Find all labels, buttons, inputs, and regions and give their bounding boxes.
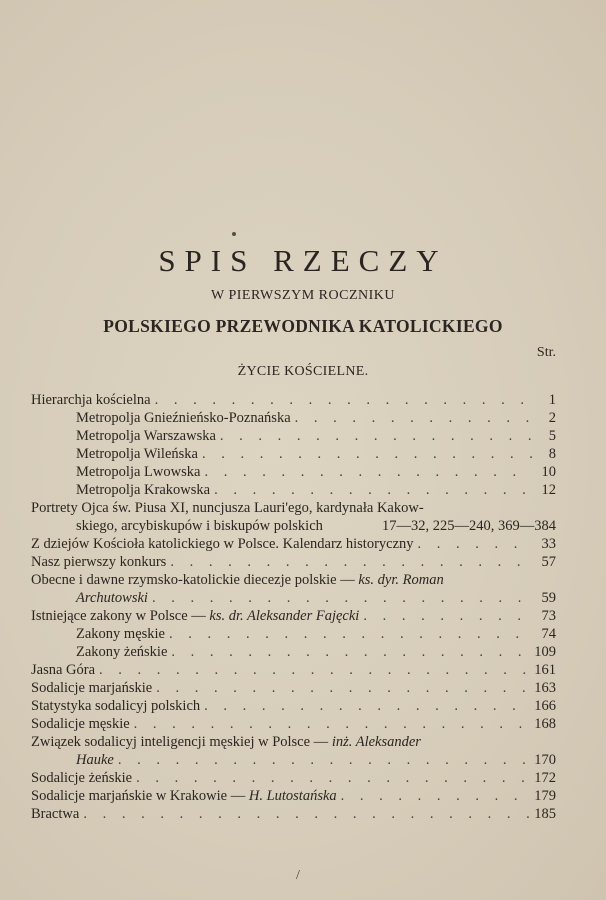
entry-author: H. Lutostańska: [248, 788, 337, 804]
entry-page: 161: [534, 662, 556, 678]
entry-title: skiego, arcybiskupów i biskupów polskich: [76, 518, 323, 534]
dot-leader: [202, 445, 532, 463]
entry-title: Sodalicje marjańskie: [31, 680, 153, 696]
entry-page: 168: [534, 716, 556, 732]
entry-page: 179: [534, 788, 556, 804]
entry-page: 8: [548, 446, 556, 462]
entry-page: 172: [534, 770, 556, 786]
toc-entry: [31, 553, 556, 571]
publication-title: POLSKIEGO PRZEWODNIKA KATOLICKIEGO: [103, 316, 503, 336]
dot-leader: [204, 697, 530, 715]
entry-title: Metropolja Gnieźnieńsko-Poznańska: [76, 410, 291, 426]
entry-title: Istniejące zakony w Polsce —: [31, 608, 206, 624]
dot-leader: [171, 643, 530, 661]
entry-page: 57: [541, 554, 556, 570]
toc-entry: [31, 571, 556, 589]
dot-leader: [99, 661, 530, 679]
toc-entry-continued: [31, 589, 556, 607]
toc-entry: [31, 715, 556, 733]
toc-entry: [31, 499, 556, 517]
toc-entry: [31, 445, 556, 463]
dot-leader: [118, 751, 530, 769]
dot-leader: [204, 463, 532, 481]
dot-leader: [170, 553, 532, 571]
dot-leader: [418, 535, 532, 553]
page-column-label: Str.: [536, 345, 556, 360]
toc-entry: [31, 409, 556, 427]
entry-page: 73: [541, 608, 556, 624]
entry-title: Związek sodalicyj inteligencji męskiej w Polsce —: [31, 734, 329, 750]
entry-title: Nasz pierwszy konkurs: [31, 554, 167, 570]
toc-entry: [31, 625, 556, 643]
entry-author: Archutowski: [76, 590, 148, 606]
toc-entry: [31, 661, 556, 679]
entry-author: inż. Aleksander: [331, 734, 421, 750]
entry-title: Statystyka sodalicyj polskich: [31, 698, 201, 714]
entry-page: 10: [541, 464, 556, 480]
dot-leader: [169, 625, 532, 643]
entry-title: Bractwa: [31, 806, 80, 822]
entry-author: ks. dr. Aleksander Fajęcki: [209, 608, 360, 624]
entry-author: ks. dyr. Roman: [358, 572, 444, 588]
entry-title: Z dziejów Kościoła katolickiego w Polsce. Kalendarz historyczny: [31, 536, 414, 552]
page-title: SPIS RZECZY: [158, 243, 448, 278]
entry-author: Hauke: [76, 752, 114, 768]
entry-page: 1: [548, 392, 556, 408]
entry-title: Zakony żeńskie: [76, 644, 168, 660]
subtitle: W PIERWSZYM ROCZNIKU: [211, 288, 395, 303]
dot-leader: [156, 679, 530, 697]
toc-entry: [31, 805, 556, 823]
entry-page: 33: [541, 536, 556, 552]
entry-page: 12: [541, 482, 556, 498]
dot-leader: [83, 805, 530, 823]
toc-entry-continued: [31, 517, 556, 535]
toc-entry: [31, 697, 556, 715]
entry-page: 170: [534, 752, 556, 768]
entry-title: Zakony męskie: [76, 626, 165, 642]
entry-page: 74: [541, 626, 556, 642]
dot-leader: [220, 427, 532, 445]
entry-page: 17—32, 225—240, 369—384: [382, 518, 556, 534]
folio-mark: /: [296, 868, 300, 883]
toc-entry: [31, 427, 556, 445]
entry-title: Sodalicje marjańskie w Krakowie —: [31, 788, 246, 804]
toc-entry: [31, 481, 556, 499]
toc-entry-continued: [31, 751, 556, 769]
entry-page: 109: [534, 644, 556, 660]
entry-page: 5: [548, 428, 556, 444]
entry-page: 166: [534, 698, 556, 714]
toc-entry: [31, 643, 556, 661]
toc-entry: [31, 607, 556, 625]
entry-title: Sodalicje męskie: [31, 716, 130, 732]
toc-entry: [31, 787, 556, 805]
toc-entry: [31, 463, 556, 481]
dot-leader: [214, 481, 532, 499]
entry-title: Jasna Góra: [31, 662, 96, 678]
toc-entry: [31, 391, 556, 409]
entry-page: 2: [548, 410, 556, 426]
dot-leader: [341, 787, 531, 805]
dot-leader: [152, 589, 532, 607]
toc-entry: [31, 733, 556, 751]
entry-page: 59: [541, 590, 556, 606]
dot-leader: [295, 409, 532, 427]
entry-title: Metropolja Wileńska: [76, 446, 198, 462]
entry-title: Portrety Ojca św. Piusa XI, nuncjusza Lauri'ego, kardynała Kakow-: [31, 500, 424, 516]
toc-entry: [31, 535, 556, 553]
toc-entry: [31, 769, 556, 787]
dot-leader: [136, 769, 530, 787]
entry-title: Metropolja Lwowska: [76, 464, 201, 480]
section-heading: ŻYCIE KOŚCIELNE.: [237, 364, 369, 379]
entry-title: Hierarchja kościelna: [31, 392, 151, 408]
entry-title: Obecne i dawne rzymsko-katolickie diecezje polskie —: [31, 572, 355, 588]
toc-entry: [31, 679, 556, 697]
table-of-contents: [31, 391, 556, 823]
entry-title: Metropolja Krakowska: [76, 482, 211, 498]
dot-leader: [155, 391, 532, 409]
entry-title: Metropolja Warszawska: [76, 428, 216, 444]
entry-title: Sodalicje żeńskie: [31, 770, 133, 786]
dot-leader: [134, 715, 531, 733]
dot-leader: [363, 607, 532, 625]
entry-page: 185: [534, 806, 556, 822]
ink-speck: [232, 232, 236, 236]
entry-page: 163: [534, 680, 556, 696]
